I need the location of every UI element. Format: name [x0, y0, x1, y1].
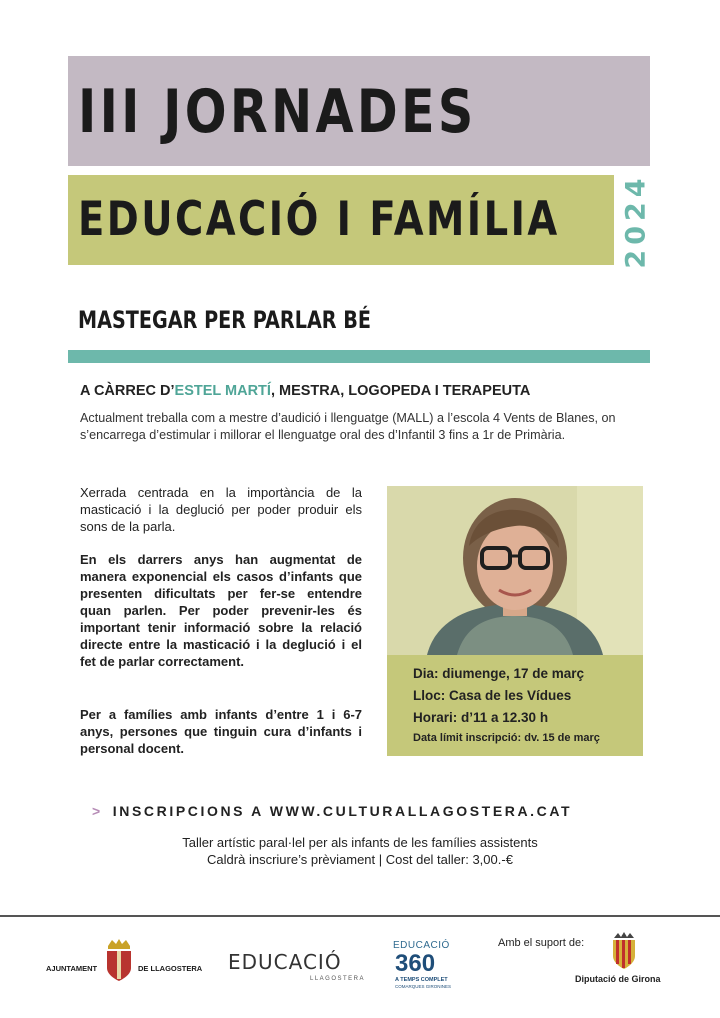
e360-top-text: EDUCACIÓ [393, 940, 450, 951]
ajuntament-town: DE LLAGOSTERA [138, 964, 203, 973]
coat-of-arms-icon [104, 938, 134, 982]
talk-audience: Per a famílies amb infants d’entre 1 i 6-7 anys, persones que tinguin cura d’infants i personal docent. [80, 707, 362, 756]
workshop-line-2: Caldrà inscriure’s prèviament | Cost del taller: 3,00.-€ [207, 852, 513, 867]
title-educacio-familia: EDUCACIÓ I FAMÍLIA [78, 192, 560, 247]
educacio-logo-sub: LLAGOSTERA [310, 976, 366, 982]
event-details-box [387, 655, 643, 756]
title-jornades: III JORNADES [78, 77, 477, 147]
year-vertical [614, 175, 658, 267]
talk-intro: Xerrada centrada en la importància de la masticació i la deglució per poder produir els sons de la parla. [80, 485, 362, 534]
educacio-360-logo [393, 940, 463, 990]
event-place: Lloc: Casa de les Vídues [413, 688, 572, 703]
year-text: 2024 [620, 173, 652, 269]
teal-divider [68, 350, 650, 363]
e360-region: COMARQUES GIRONINES [395, 984, 452, 989]
event-time: Horari: d’11 a 12.30 h [413, 710, 549, 725]
diputacio-logo [575, 932, 671, 990]
speaker-line [80, 383, 530, 399]
talk-body: En els darrers anys han augmentat de manera exponencial els casos d’infants que presenten dificultats per fer-se entendre quan parlen. Per poder prevenir-les és important tenir informació sobre la relació directe entre la masticació i la deglució i el fet de parlar correctament. [80, 552, 362, 669]
workshop-line-1: Taller artístic paral·lel per als infants de les famílies assistents [182, 835, 538, 850]
speaker-portrait-illustration [387, 486, 643, 655]
event-deadline: Data límit inscripció: dv. 15 de març [413, 732, 600, 744]
educacio-logo-text: EDUCACIÓ [228, 950, 342, 974]
speaker-bio: Actualment treballa com a mestre d’audició i llenguatge (MALL) a l’escola 4 Vents de Blanes, on s’encarrega d’estimular i millorar el llenguatge oral des d’Infantil 3 fins a 1r de Primària. [80, 411, 616, 442]
speaker-name: ESTEL MARTÍ [174, 383, 271, 399]
diputacio-crest-icon [611, 932, 637, 970]
event-day: Dia: diumenge, 17 de març [413, 666, 585, 681]
ajuntament-logo [46, 938, 206, 984]
workshop-info [0, 834, 720, 868]
educacio-llagostera-logo [228, 950, 368, 990]
ajuntament-label: AJUNTAMENT [46, 964, 98, 973]
speaker-photo [387, 486, 643, 655]
talk-title: MASTEGAR PER PARLAR BÉ [78, 306, 372, 334]
e360-tagline: A TEMPS COMPLET [395, 977, 448, 983]
speaker-suffix: , MESTRA, LOGOPEDA I TERAPEUTA [270, 383, 531, 399]
support-label: Amb el suport de: [498, 937, 585, 949]
speaker-prefix: A CÀRREC D’ [80, 383, 175, 399]
registration-link[interactable]: INSCRIPCIONS A WWW.CULTURALLAGOSTERA.CAT [112, 803, 573, 819]
e360-number: 360 [395, 950, 436, 977]
diputacio-name: Diputació de Girona [575, 974, 661, 984]
registration-line [92, 803, 572, 819]
arrow-icon: > [92, 803, 103, 819]
footer-divider [0, 915, 720, 917]
